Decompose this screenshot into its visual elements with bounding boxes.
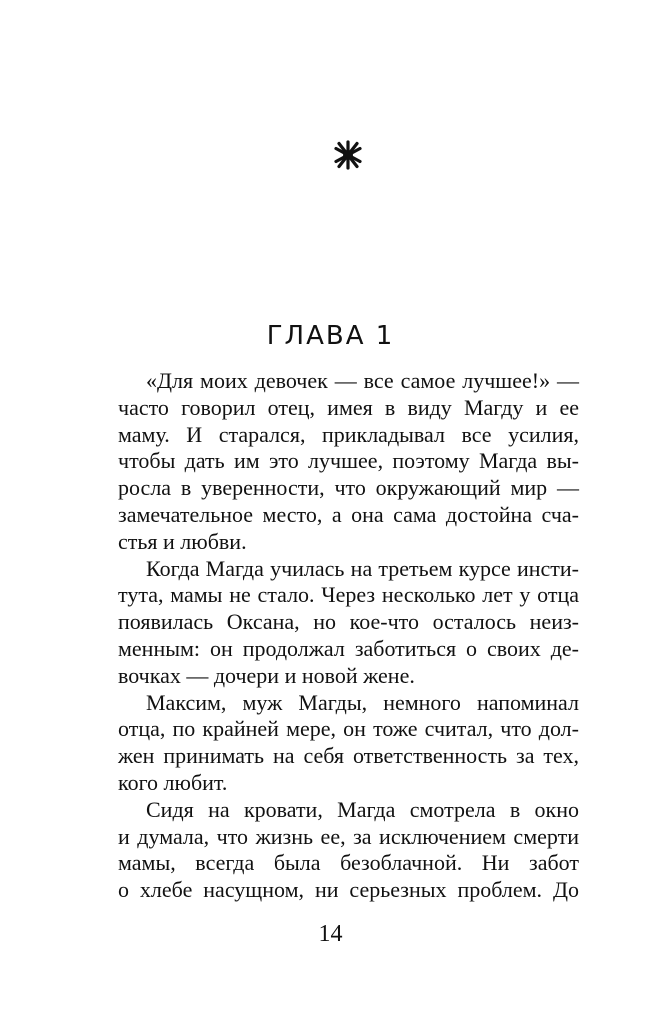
text-line: тута, мамы не стало. Через несколько лет у отца — [118, 582, 579, 608]
chapter-body-text — [118, 368, 579, 904]
text-line: стья и любви. — [118, 528, 247, 554]
text-line: «Для моих девочек — все самое лучшее!» — — [146, 368, 579, 393]
text-line: менным: он продолжал заботиться о своих де- — [118, 635, 579, 661]
text-line: росла в уверенности, что окружающий мир — — [118, 475, 579, 501]
text-line: Когда Магда училась на третьем курсе инсти- — [146, 555, 579, 581]
page-number: 14 — [318, 921, 343, 947]
text-line: замечательное место, а она сама достойна сча- — [118, 501, 579, 527]
text-line: жен принимать на себя ответственность за тех, — [118, 743, 579, 769]
text-line: маму. И старался, прикладывал все усилия, — [118, 421, 579, 447]
text-line: Максим, муж Магды, немного напоминал — [146, 689, 579, 715]
text-line: кого любит. — [118, 769, 228, 795]
text-line: часто говорил отец, имея в виду Магду и ее — [118, 394, 579, 420]
text-line: появилась Оксана, но кое-что осталось неиз- — [118, 609, 579, 635]
text-line: чтобы дать им это лучшее, поэтому Магда вы- — [118, 448, 579, 474]
text-line: мамы, всегда была безоблачной. Ни забот — [118, 850, 579, 876]
chapter-title: ГЛАВА 1 — [266, 321, 395, 351]
text-line: отца, по крайней мере, он тоже считал, что дол- — [118, 716, 579, 742]
star-ornament-icon — [333, 140, 363, 170]
text-line: вочках — дочери и новой жене. — [118, 662, 415, 688]
text-line: о хлебе насущном, ни серьезных проблем. До — [118, 877, 579, 903]
text-line: и думала, что жизнь ее, за исключением смерти — [118, 823, 579, 849]
text-line: Сидя на кровати, Магда смотрела в окно — [146, 796, 579, 822]
